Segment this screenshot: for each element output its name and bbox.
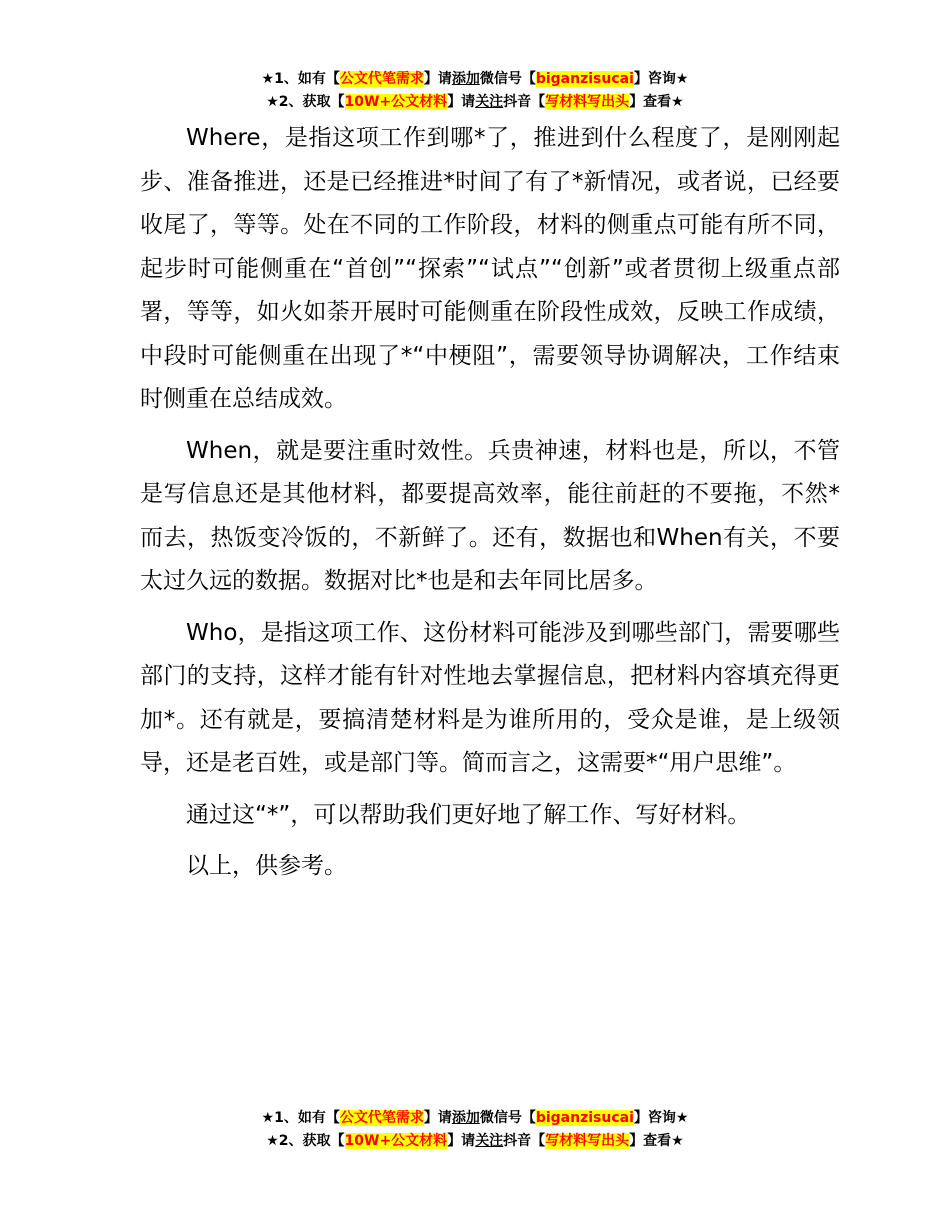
banner-underline: 关注 [475, 1133, 504, 1149]
banner-highlight: 10W+公文材料 [344, 1133, 448, 1149]
banner-line-1 [0, 68, 950, 91]
paragraph-who: Who，是指这项工作、这份材料可能涉及到哪些部门，需要哪些部门的支持，这样才能有针对性地去掌握信息，把材料内容填充得更加*。还有就是，要搞清楚材料是为谁所用的，受众是谁，是上级领导，还是老百姓，或是部门等。简而言之，这需要*“用户思维”。 [140, 619, 840, 776]
banner-highlight: 10W+公文材料 [344, 94, 448, 110]
banner-text: ★2、获取【 [266, 1133, 345, 1149]
banner-highlight: 公文代笔需求 [339, 1110, 424, 1126]
paragraph-closing: 以上，供参考。 [186, 853, 347, 879]
banner-underline: 关注 [475, 94, 504, 110]
document-body [140, 117, 840, 897]
banner-text: ★1、如有【 [261, 71, 340, 87]
banner-text: 】咨询★ [633, 71, 689, 87]
paragraph-where: Where，是指这项工作到哪*了，推进到什么程度了，是刚刚起步、准备推进，还是已经推进*时间了有了*新情况，或者说，已经要收尾了，等等。处在不同的工作阶段，材料的侧重点可能有所不同，起步时可能侧重在“首创”“探索”“试点”“创新”或者贯彻上级重点部署，等等，如火如荼开展时可能侧重在阶段性成效，反映工作成绩，中段时可能侧重在出现了*“中梗阻”，需要领导协调解决，工作结束时侧重在总结成效。 [140, 125, 840, 412]
banner-text: 】请 [447, 94, 476, 110]
banner-text: 抖音【 [503, 1133, 546, 1149]
paragraph-when: When，就是要注重时效性。兵贵神速，材料也是，所以，不管是写信息还是其他材料，都要提高效率，能往前赶的不要拖，不然*而去，热饭变冷饭的，不新鲜了。还有，数据也和When有关，不要太过久远的数据。数据对比*也是和去年同比居多。 [140, 437, 840, 594]
banner-text: ★2、获取【 [266, 94, 345, 110]
banner-text: 】咨询★ [633, 1110, 689, 1126]
banner-text: 】查看★ [629, 1133, 684, 1149]
banner-text: ★1、如有【 [261, 1110, 340, 1126]
banner-underline: 添加 [451, 1110, 480, 1126]
banner-highlight: 写材料写出头 [545, 1133, 630, 1149]
banner-highlight: 公文代笔需求 [339, 71, 424, 87]
banner-line-2 [0, 1130, 950, 1153]
banner-line-1 [0, 1107, 950, 1130]
banner-text: 抖音【 [503, 94, 546, 110]
banner-highlight: 写材料写出头 [545, 94, 630, 110]
banner-text: 】请 [423, 71, 452, 87]
paragraph-summary: 通过这“*”，可以帮助我们更好地了解工作、写好材料。 [186, 801, 751, 828]
banner-text: 微信号【 [479, 71, 536, 87]
banner-line-2 [0, 91, 950, 114]
banner-underline: 添加 [451, 71, 480, 87]
banner-text: 】请 [423, 1110, 452, 1126]
banner-highlight: biganzisucai [535, 1110, 634, 1126]
banner-text: 】查看★ [629, 94, 684, 110]
footer-banner [0, 1107, 950, 1153]
banner-text: 微信号【 [479, 1110, 536, 1126]
banner-highlight: biganzisucai [535, 71, 634, 87]
header-banner [0, 68, 950, 114]
banner-text: 】请 [447, 1133, 476, 1149]
